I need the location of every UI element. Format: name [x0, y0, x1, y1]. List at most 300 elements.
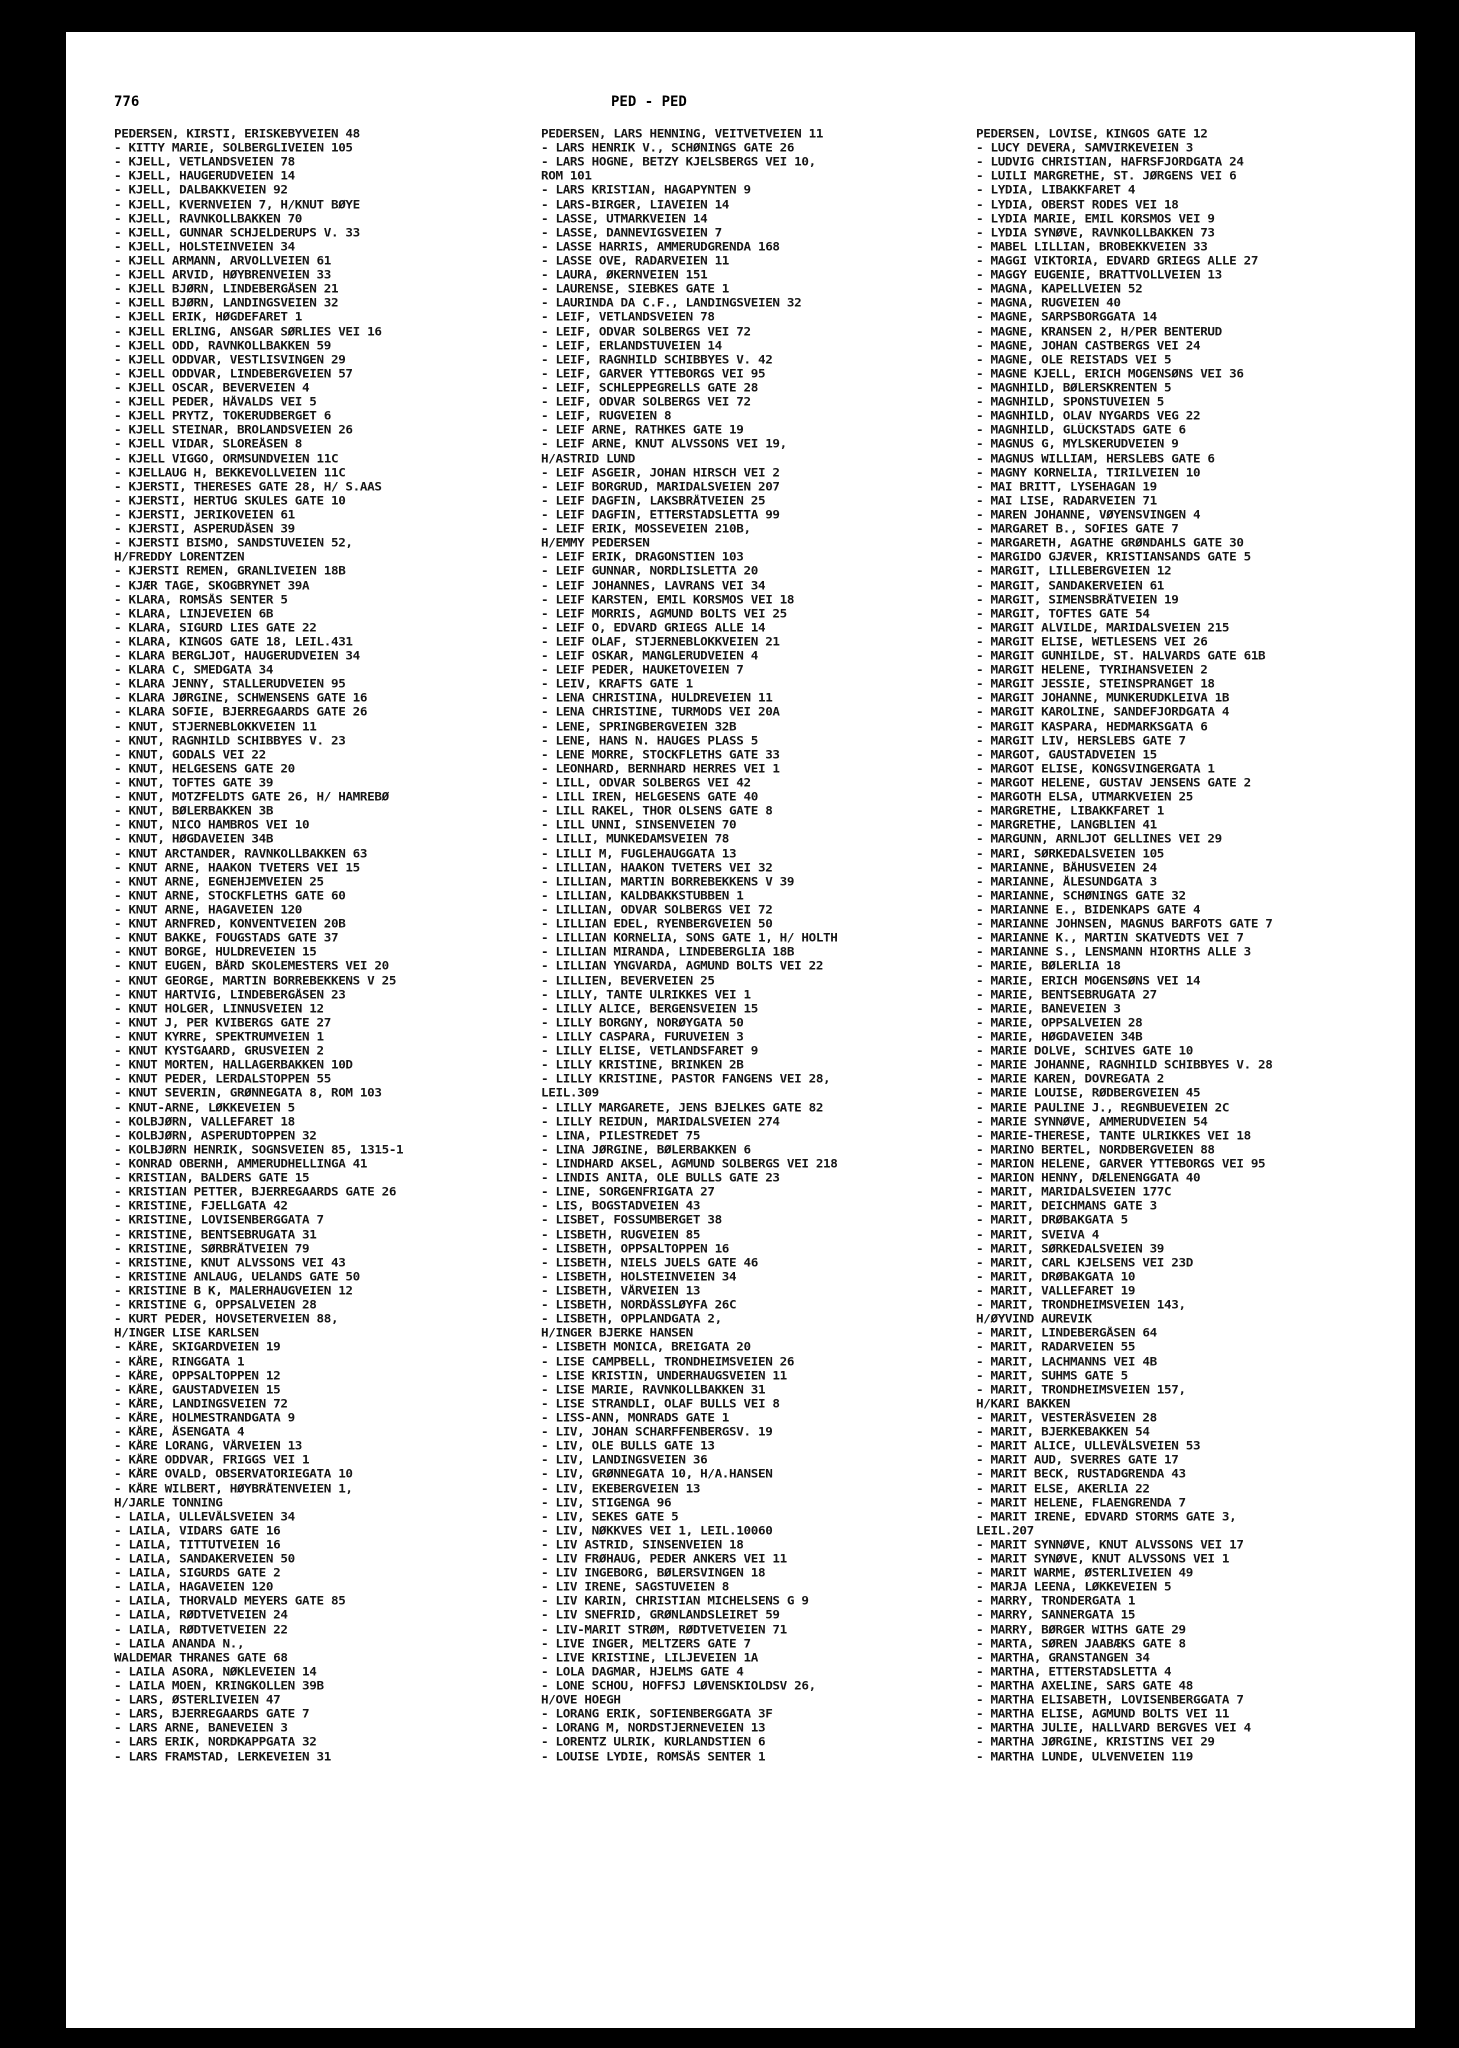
directory-entry: - LARS HOGNE, BETZY KJELSBERGS VEI 10,	[541, 155, 816, 169]
directory-entry: - MARIT, LACHMANNS VEI 4B	[976, 1355, 1157, 1368]
directory-entry: - KONRAD OBERNH, AMMERUDHELLINGA 41	[114, 1157, 368, 1171]
directory-entry: - MARGOTH ELSA, UTMARKVEIEN 25	[976, 790, 1193, 804]
directory-entry: - MARGOT, GAUSTADVEIEN 15	[976, 748, 1157, 762]
directory-entry: - MARGIT, SIMENSBRÅTVEIEN 19	[976, 593, 1179, 607]
directory-entry: H/OVE HOEGH	[541, 1693, 621, 1707]
directory-page	[66, 32, 1415, 2028]
directory-entry: - MAGNE, OLE REISTADS VEI 5	[976, 353, 1172, 367]
directory-entry: - MARTHA, ETTERSTADSLETTA 4	[976, 1665, 1172, 1679]
directory-entry: - MARIT, LINDEBERGÅSEN 64	[976, 1326, 1157, 1340]
directory-entry: - MARIT, DRØBAKGATA 5	[976, 1213, 1128, 1227]
directory-entry: - KJELL, GUNNAR SCHJELDERUPS V. 33	[114, 226, 360, 240]
directory-entry: - LAILA MOEN, KRINGKOLLEN 39B	[114, 1679, 324, 1693]
directory-entry: - KNUT PEDER, LERDALSTOPPEN 55	[114, 1072, 331, 1086]
directory-entry: - LUILI MARGRETHE, ST. JØRGENS VEI 6	[976, 169, 1237, 183]
directory-entry: - LEIF, GARVER YTTEBORGS VEI 95	[541, 367, 766, 381]
page-number: 776	[114, 94, 140, 110]
directory-entry: - LIVE KRISTINE, LILJEVEIEN 1A	[541, 1651, 758, 1665]
directory-entry: - KJELL, KVERNVEIEN 7, H/KNUT BØYE	[114, 198, 360, 211]
directory-entry: - KJELL ERLING, ANSGAR SØRLIES VEI 16	[114, 325, 382, 338]
directory-entry: - MARGARETH, AGATHE GRØNDAHLS GATE 30	[976, 536, 1244, 550]
directory-entry: - KNUT, BØLERBAKKEN 3B	[114, 804, 274, 818]
directory-entry: - KRISTIAN, BALDERS GATE 15	[114, 1171, 310, 1185]
directory-entry: - MAGGI VIKTORIA, EDVARD GRIEGS ALLE 27	[976, 254, 1259, 268]
directory-entry: - MARIT AUD, SVERRES GATE 17	[976, 1453, 1179, 1467]
directory-entry: - MARGIT JESSIE, STEINSPRANGET 18	[976, 677, 1215, 691]
directory-entry: - KNUT ARNE, EGNEHJEMVEIEN 25	[114, 875, 324, 889]
directory-entry: - KJELL, RAVNKOLLBAKKEN 70	[114, 212, 303, 226]
directory-entry: - KNUT, NICO HAMBROS VEI 10	[114, 818, 310, 832]
directory-entry: - LENE, SPRINGBERGVEIEN 32B	[541, 720, 737, 734]
directory-entry: - KJÆR TAGE, SKOGBRYNET 39A	[114, 579, 310, 592]
directory-entry: - MARTHA LUNDE, ULVENVEIEN 119	[976, 1750, 1193, 1764]
directory-entry: - MABEL LILLIAN, BROBEKKVEIEN 33	[976, 240, 1208, 254]
directory-entry: - LILLY ELISE, VETLANDSFARET 9	[541, 1044, 758, 1058]
directory-entry: H/KARI BAKKEN	[976, 1397, 1071, 1411]
directory-entry: - MARGIT ELISE, WETLESENS VEI 26	[976, 635, 1208, 649]
directory-entry: - MARTHA JULIE, HALLVARD BERGVES VEI 4	[976, 1721, 1251, 1735]
directory-entry: - LARS, BJERREGAARDS GATE 7	[114, 1707, 310, 1721]
directory-entry: - LEIF, RAGNHILD SCHIBBYES V. 42	[541, 353, 773, 367]
directory-entry: - KÅRE, RINGGATA 1	[114, 1355, 245, 1368]
directory-entry: - LENA CHRISTINE, TURMODS VEI 20A	[541, 706, 780, 719]
directory-entry: - KLARA, ROMSÅS SENTER 5	[114, 593, 288, 607]
directory-entry: - MARIT, MARIDALSVEIEN 177C	[976, 1185, 1172, 1199]
directory-entry: - LINA JØRGINE, BØLERBAKKEN 6	[541, 1143, 751, 1157]
directory-entry: - MARIE, BØLERLIA 18	[976, 960, 1121, 973]
directory-entry: - KNUT KYRRE, SPEKTRUMVEIEN 1	[114, 1030, 324, 1044]
directory-entry: - MARIT, SØRKEDALSVEIEN 39	[976, 1242, 1165, 1256]
directory-entry: - MARGIT, LILLEBERGVEIEN 12	[976, 564, 1172, 578]
directory-entry: - LAILA, THORVALD MEYERS GATE 85	[114, 1594, 346, 1608]
directory-entry: - KNUT ARNFRED, KONVENTVEIEN 20B	[114, 917, 346, 931]
directory-entry: - KJERSTI BISMO, SANDSTUVEIEN 52,	[114, 536, 353, 550]
directory-entry: - KLARA BERGLJOT, HAUGERUDVEIEN 34	[114, 649, 360, 663]
directory-entry: - KNUT ARNE, HAAKON TVETERS VEI 15	[114, 861, 360, 875]
directory-entry: - KJELL ODD, RAVNKOLLBAKKEN 59	[114, 339, 331, 353]
directory-entry: - MAGNE KJELL, ERICH MOGENSØNS VEI 36	[976, 367, 1244, 381]
directory-entry: - LASSE OVE, RADARVEIEN 11	[541, 254, 730, 268]
directory-entry: - KJELL VIDAR, SLOREÅSEN 8	[114, 437, 303, 451]
directory-entry: - KÅRE, OPPSALTOPPEN 12	[114, 1369, 281, 1383]
directory-entry: - MARGRETHE, LIBAKKFARET 1	[976, 804, 1165, 818]
directory-entry: - LEIF MORRIS, AGMUND BOLTS VEI 25	[541, 607, 787, 621]
directory-entry: - KLARA C, SMEDGATA 34	[114, 663, 274, 677]
directory-entry: - LAILA ANANDA N.,	[114, 1637, 245, 1651]
directory-entry: ROM 101	[541, 169, 592, 183]
directory-entry: - KITTY MARIE, SOLBERGLIVEIEN 105	[114, 141, 353, 155]
directory-entry: WALDEMAR THRANES GATE 68	[114, 1651, 288, 1665]
directory-entry: - KRISTINE, FJELLGATA 42	[114, 1199, 288, 1213]
column-2	[541, 127, 961, 1764]
directory-entry: - LILLY MARGARETE, JENS BJELKES GATE 82	[541, 1101, 824, 1114]
directory-entry: - LILLY REIDUN, MARIDALSVEIEN 274	[541, 1115, 780, 1129]
directory-entry: - KJERSTI, HERTUG SKULES GATE 10	[114, 494, 346, 508]
directory-entry: - MARIT, CARL KJELSENS VEI 23D	[976, 1256, 1193, 1270]
directory-entry: - LAILA, RØDTVETVEIEN 22	[114, 1623, 288, 1637]
directory-entry: - LIV, EKEBERGVEIEN 13	[541, 1482, 701, 1495]
directory-entry: - LYDIA SYNØVE, RAVNKOLLBAKKEN 73	[976, 226, 1215, 240]
directory-entry: - KJELL BJØRN, LINDEBERGÅSEN 21	[114, 282, 339, 296]
directory-entry: - LOUISE LYDIE, ROMSÅS SENTER 1	[541, 1750, 766, 1764]
running-header: PED - PED	[611, 94, 687, 110]
directory-entry: - MAGNE, SARPSBORGGATA 14	[976, 310, 1157, 324]
directory-entry: - MAGNHILD, BØLERSKRENTEN 5	[976, 381, 1172, 395]
directory-entry: - KRISTINE, LOVISENBERGGATA 7	[114, 1213, 324, 1227]
directory-entry: - KÅRE, GAUSTADVEIEN 15	[114, 1383, 281, 1397]
directory-entry: - KNUT, GODALS VEI 22	[114, 748, 266, 762]
directory-entry: - MARIANNE S., LENSMANN HIORTHS ALLE 3	[976, 945, 1251, 959]
column-3	[976, 127, 1396, 1764]
directory-entry: - MARIE LOUISE, RØDBERGVEIEN 45	[976, 1087, 1201, 1100]
directory-entry: LEIL.309	[541, 1087, 599, 1100]
directory-entry: - KNUT, RAGNHILD SCHIBBYES V. 23	[114, 734, 346, 748]
directory-entry: - MARTHA ELISE, AGMUND BOLTS VEI 11	[976, 1707, 1230, 1721]
directory-entry: - KNUT ARNE, STOCKFLETHS GATE 60	[114, 889, 346, 903]
directory-entry: - LILLIAN YNGVARDA, AGMUND BOLTS VEI 22	[541, 960, 824, 973]
directory-entry: - LEIF DAGFIN, ETTERSTADSLETTA 99	[541, 508, 780, 522]
directory-entry: - LORANG ERIK, SOFIENBERGGATA 3F	[541, 1707, 773, 1721]
directory-entry: - MAGNA, KAPELLVEIEN 52	[976, 282, 1143, 296]
directory-entry: - LAILA, TITTUTVEIEN 16	[114, 1538, 281, 1552]
directory-entry: - LISBETH, OPPSALTOPPEN 16	[541, 1242, 730, 1256]
directory-entry: - LILLY CASPARA, FURUVEIEN 3	[541, 1030, 744, 1044]
directory-entry: - KJERSTI, JERIKOVEIEN 61	[114, 508, 295, 522]
directory-entry: - KJELL STEINAR, BROLANDSVEIEN 26	[114, 423, 353, 437]
directory-entry: - MARIE DOLVE, SCHIVES GATE 10	[976, 1044, 1193, 1058]
directory-entry: - KRISTIAN PETTER, BJERREGAARDS GATE 26	[114, 1185, 397, 1199]
directory-entry: - LISBETH, HOLSTEINVEIEN 34	[541, 1270, 737, 1284]
directory-entry: - KNUT BAKKE, FOUGSTADS GATE 37	[114, 931, 339, 945]
directory-entry: - LISE KRISTIN, UNDERHAUGSVEIEN 11	[541, 1369, 787, 1383]
directory-entry: - KJELL OSCAR, BEVERVEIEN 4	[114, 381, 310, 395]
directory-entry: - KJELL, DALBAKKVEIEN 92	[114, 184, 288, 197]
directory-entry: - LILLIAN, KALDBAKKSTUBBEN 1	[541, 889, 744, 903]
directory-entry: - MAGNUS WILLIAM, HERSLEBS GATE 6	[976, 452, 1215, 465]
directory-entry: - LEIV, KRAFTS GATE 1	[541, 677, 693, 691]
directory-entry: - KOLBJØRN HENRIK, SOGNSVEIEN 85, 1315-1	[114, 1143, 404, 1157]
directory-entry: - MARIANNE K., MARTIN SKATVEDTS VEI 7	[976, 931, 1244, 945]
directory-entry: - KLARA, KINGOS GATE 18, LEIL.431	[114, 635, 353, 649]
directory-entry: - LILL, ODVAR SOLBERGS VEI 42	[541, 776, 751, 790]
directory-entry: - LILLY BORGNY, NORØYGATA 50	[541, 1016, 744, 1030]
directory-entry: - MARGIT ALVILDE, MARIDALSVEIEN 215	[976, 621, 1230, 635]
directory-entry: - LIV ASTRID, SINSENVEIEN 18	[541, 1538, 744, 1552]
directory-entry: - KNUT MORTEN, HALLAGERBAKKEN 10D	[114, 1058, 353, 1072]
directory-entry: - KÅRE ODDVAR, FRIGGS VEI 1	[114, 1453, 310, 1467]
directory-entry: - LASSE, DANNEVIGSVEIEN 7	[541, 226, 722, 240]
directory-entry: - MARIT, BJERKEBAKKEN 54	[976, 1425, 1150, 1439]
directory-entry: - LISBETH, NORDÅSSLØYFA 26C	[541, 1298, 737, 1312]
directory-entry: - LILLY, TANTE ULRIKKES VEI 1	[541, 988, 751, 1002]
directory-entry: - MARGIT KAROLINE, SANDEFJORDGATA 4	[976, 706, 1230, 719]
directory-entry: - LISE MARIE, RAVNKOLLBAKKEN 31	[541, 1383, 766, 1397]
directory-entry: - MARGIT, TOFTES GATE 54	[976, 607, 1150, 621]
directory-entry: - KOLBJØRN, VALLEFARET 18	[114, 1115, 295, 1129]
directory-entry: - LEIF JOHANNES, LAVRANS VEI 34	[541, 579, 766, 592]
directory-entry: - LILLI M, FUGLEHAUGGATA 13	[541, 847, 737, 861]
directory-entry: H/INGER BJERKE HANSEN	[541, 1326, 693, 1340]
directory-entry: - LILLY KRISTINE, BRINKEN 2B	[541, 1058, 744, 1072]
directory-entry: - LINA, PILESTREDET 75	[541, 1129, 701, 1143]
directory-entry: - LYDIA, OBERST RODES VEI 18	[976, 198, 1179, 211]
directory-entry: - MARIE JOHANNE, RAGNHILD SCHIBBYES V. 28	[976, 1058, 1273, 1072]
directory-entry: - MARIE KAREN, DOVREGATA 2	[976, 1072, 1165, 1086]
directory-entry: - MAI LISE, RADARVEIEN 71	[976, 494, 1157, 508]
directory-entry: PEDERSEN, LARS HENNING, VEITVETVEIEN 11	[541, 127, 824, 141]
directory-entry: - LENE MORRE, STOCKFLETHS GATE 33	[541, 748, 780, 762]
directory-entry: - KJELL ARMANN, ARVOLLVEIEN 61	[114, 254, 331, 268]
directory-entry: - KÅRE WILBERT, HØYBRÅTENVEIEN 1,	[114, 1482, 353, 1495]
directory-entry: - LUCY DEVERA, SAMVIRKEVEIEN 3	[976, 141, 1193, 155]
directory-entry: - MARGIT KASPARA, HEDMARKSGATA 6	[976, 720, 1208, 734]
directory-entry: - KNUT ARCTANDER, RAVNKOLLBAKKEN 63	[114, 847, 368, 861]
directory-entry: - KLARA, SIGURD LIES GATE 22	[114, 621, 317, 635]
directory-entry: - MAGNHILD, SPONSTUVEIEN 5	[976, 395, 1165, 409]
directory-entry: - MARI, SØRKEDALSVEIEN 105	[976, 847, 1165, 861]
directory-entry: - LARS-BIRGER, LIAVEIEN 14	[541, 198, 730, 211]
directory-entry: - LEIF, VETLANDSVEIEN 78	[541, 310, 715, 324]
directory-entry: - KOLBJØRN, ASPERUDTOPPEN 32	[114, 1129, 317, 1143]
directory-entry: - MARTHA ELISABETH, LOVISENBERGGATA 7	[976, 1693, 1244, 1707]
directory-entry: - LILLIAN, ODVAR SOLBERGS VEI 72	[541, 903, 773, 917]
directory-entry: - KÅRE, LANDINGSVEIEN 72	[114, 1397, 288, 1411]
directory-entry: - LISBETH, VÅRVEIEN 13	[541, 1284, 701, 1298]
directory-entry: - KJELLAUG H, BEKKEVOLLVEIEN 11C	[114, 466, 346, 480]
directory-entry: - KRISTINE, BENTSEBRUGATA 31	[114, 1228, 317, 1241]
directory-entry: H/JARLE TONNING	[114, 1496, 223, 1510]
directory-entry: - LARS ARNE, BANEVEIEN 3	[114, 1721, 288, 1735]
directory-entry: - MARIE, ERICH MOGENSØNS VEI 14	[976, 974, 1201, 988]
directory-entry: H/FREDDY LORENTZEN	[114, 550, 245, 564]
directory-entry: - MARRY, BØRGER WITHS GATE 29	[976, 1623, 1186, 1637]
directory-entry: - KÅRE, SKIGARDVEIEN 19	[114, 1340, 281, 1354]
directory-entry: - KRISTINE, SØRBRÅTVEIEN 79	[114, 1242, 310, 1256]
directory-entry: - MARIT IRENE, EDVARD STORMS GATE 3,	[976, 1510, 1237, 1524]
directory-entry: - LISBETH MONICA, BREIGATA 20	[541, 1340, 751, 1354]
directory-entry: - LEIF OLAF, STJERNEBLOKKVEIEN 21	[541, 635, 780, 649]
directory-entry: - MARIT, DRØBAKGATA 10	[976, 1270, 1136, 1284]
directory-entry: - MAGNUS G, MYLSKERUDVEIEN 9	[976, 437, 1179, 451]
directory-entry: - MARIT, TRONDHEIMSVEIEN 157,	[976, 1383, 1186, 1397]
directory-entry: - LISBET, FOSSUMBERGET 38	[541, 1213, 722, 1227]
directory-entry: - LAILA, VIDARS GATE 16	[114, 1524, 281, 1538]
directory-entry: - LORANG M, NORDSTJERNEVEIEN 13	[541, 1721, 766, 1735]
directory-entry: - LYDIA MARIE, EMIL KORSMOS VEI 9	[976, 212, 1215, 226]
directory-entry: - MARIE SYNNØVE, AMMERUDVEIEN 54	[976, 1115, 1208, 1129]
directory-entry: H/EMMY PEDERSEN	[541, 536, 650, 550]
directory-entry: - MARRY, SANNERGATA 15	[976, 1609, 1136, 1622]
directory-entry: - LILLI, MUNKEDAMSVEIEN 78	[541, 833, 730, 846]
directory-entry: - LILLIAN, HAAKON TVETERS VEI 32	[541, 861, 773, 875]
directory-entry: - MARIT SYNNØVE, KNUT ALVSSONS VEI 17	[976, 1538, 1244, 1552]
directory-entry: - MARGUNN, ARNLJOT GELLINES VEI 29	[976, 833, 1222, 846]
directory-entry: - MARGOT HELENE, GUSTAV JENSENS GATE 2	[976, 776, 1251, 790]
directory-entry: - LILLIEN, BEVERVEIEN 25	[541, 974, 715, 988]
directory-entry: - MARIT, VALLEFARET 19	[976, 1284, 1136, 1298]
directory-entry: - MAGNHILD, GLÜCKSTADS GATE 6	[976, 423, 1186, 437]
directory-entry: - MARGRETHE, LANGBLIEN 41	[976, 818, 1157, 832]
directory-entry: - MARIANNE, ÅLESUNDGATA 3	[976, 875, 1157, 889]
directory-entry: - MAGNY KORNELIA, TIRILVEIEN 10	[976, 466, 1201, 480]
directory-entry: - LEIF ERIK, DRAGONSTIEN 103	[541, 550, 744, 564]
directory-entry: LEIL.207	[976, 1524, 1034, 1538]
directory-entry: - KJELL ARVID, HØYBRENVEIEN 33	[114, 268, 331, 282]
directory-entry: - MARIANNE, SCHØNINGS GATE 32	[976, 889, 1186, 903]
directory-entry: - LIV-MARIT STRØM, RØDTVETVEIEN 71	[541, 1623, 787, 1637]
directory-entry: - LEIF, RUGVEIEN 8	[541, 409, 672, 423]
directory-entry: - LARS ERIK, NORDKAPPGATA 32	[114, 1736, 317, 1749]
directory-entry: - LEIF GUNNAR, NORDLISLETTA 20	[541, 564, 758, 578]
directory-entry: - LAILA, SANDAKERVEIEN 50	[114, 1552, 295, 1566]
directory-entry: - LINE, SORGENFRIGATA 27	[541, 1185, 715, 1199]
directory-entry: - LIV KARIN, CHRISTIAN MICHELSENS G 9	[541, 1594, 809, 1608]
directory-entry: - KJELL ODDVAR, VESTLISVINGEN 29	[114, 353, 346, 367]
directory-entry: - LEIF ARNE, RATHKES GATE 19	[541, 423, 744, 437]
directory-entry: - KÅRE OVALD, OBSERVATORIEGATA 10	[114, 1467, 353, 1481]
directory-entry: - LAURINDA DA C.F., LANDINGSVEIEN 32	[541, 296, 802, 310]
directory-entry: - KLARA JENNY, STALLERUDVEIEN 95	[114, 677, 346, 691]
directory-entry: - MARIT, DEICHMANS GATE 3	[976, 1199, 1157, 1213]
directory-entry: - KJELL BJØRN, LANDINGSVEIEN 32	[114, 296, 339, 310]
directory-entry: - LEONHARD, BERNHARD HERRES VEI 1	[541, 762, 780, 776]
directory-entry: - LILL IREN, HELGESENS GATE 40	[541, 790, 758, 804]
directory-entry: - LILLIAN EDEL, RYENBERGVEIEN 50	[541, 917, 773, 931]
directory-entry: - MARIE, OPPSALVEIEN 28	[976, 1016, 1143, 1030]
directory-entry: - KURT PEDER, HOVSETERVEIEN 88,	[114, 1312, 339, 1326]
directory-entry: - LARS KRISTIAN, HAGAPYNTEN 9	[541, 184, 751, 197]
directory-entry: - LILLY ALICE, BERGENSVEIEN 15	[541, 1002, 758, 1016]
directory-entry: - LISE CAMPBELL, TRONDHEIMSVEIEN 26	[541, 1355, 795, 1368]
directory-entry: - KLARA JØRGINE, SCHWENSENS GATE 16	[114, 691, 368, 705]
directory-entry: - MARTHA, GRANSTANGEN 34	[976, 1651, 1150, 1665]
directory-entry: - KNUT HARTVIG, LINDEBERGÅSEN 23	[114, 988, 346, 1002]
directory-entry: - LEIF O, EDVARD GRIEGS ALLE 14	[541, 621, 766, 635]
directory-entry: - LINDHARD AKSEL, AGMUND SOLBERGS VEI 218	[541, 1157, 838, 1171]
directory-entry: - MARIT, VESTERÅSVEIEN 28	[976, 1411, 1157, 1425]
directory-entry: H/INGER LISE KARLSEN	[114, 1326, 259, 1340]
directory-entry: - MARIT HELENE, FLAENGRENDA 7	[976, 1496, 1186, 1510]
directory-entry: - LONE SCHOU, HOFFSJ LØVENSKIOLDSV 26,	[541, 1679, 816, 1693]
directory-entry: - LEIF, ERLANDSTUVEIEN 14	[541, 339, 722, 353]
directory-entry: - MAREN JOHANNE, VØYENSVINGEN 4	[976, 508, 1201, 522]
directory-entry: - MARGARET B., SOFIES GATE 7	[976, 522, 1179, 536]
directory-entry: - KNUT, STJERNEBLOKKVEIEN 11	[114, 720, 317, 734]
directory-entry: - LILLY KRISTINE, PASTOR FANGENS VEI 28,	[541, 1072, 831, 1086]
directory-entry: - LIV SNEFRID, GRØNLANDSLEIRET 59	[541, 1609, 780, 1622]
directory-entry: - KJELL PRYTZ, TOKERUDBERGET 6	[114, 409, 331, 423]
directory-entry: - MARIANNE JOHNSEN, MAGNUS BARFOTS GATE 7	[976, 917, 1273, 931]
directory-entry: - MARIT BECK, RUSTADGRENDA 43	[976, 1467, 1186, 1481]
directory-entry: - MARIT WARME, ØSTERLIVEIEN 49	[976, 1566, 1193, 1580]
directory-entry: - MARJA LEENA, LØKKEVEIEN 5	[976, 1580, 1172, 1594]
directory-entry: - LENA CHRISTINA, HULDREVEIEN 11	[541, 691, 773, 705]
directory-entry: - MARTHA AXELINE, SARS GATE 48	[976, 1679, 1193, 1693]
directory-entry: - KNUT SEVERIN, GRØNNEGATA 8, ROM 103	[114, 1087, 382, 1100]
directory-entry: - KÅRE, HOLMESTRANDGATA 9	[114, 1411, 295, 1425]
directory-entry: - MAGNE, JOHAN CASTBERGS VEI 24	[976, 339, 1201, 353]
directory-entry: - LIV, NØKKVES VEI 1, LEIL.10060	[541, 1524, 773, 1538]
directory-entry: - KJELL, HOLSTEINVEIEN 34	[114, 240, 295, 254]
directory-entry: - MARIE, BANEVEIEN 3	[976, 1002, 1121, 1016]
directory-entry: - KNUT GEORGE, MARTIN BORREBEKKENS V 25	[114, 974, 397, 988]
directory-entry: - KJELL VIGGO, ORMSUNDVEIEN 11C	[114, 452, 339, 465]
directory-entry: - LILLIAN KORNELIA, SONS GATE 1, H/ HOLTH	[541, 931, 838, 945]
directory-entry: - LASSE HARRIS, AMMERUDGRENDA 168	[541, 240, 780, 254]
directory-entry: - MARIT, TRONDHEIMSVEIEN 143,	[976, 1298, 1186, 1312]
directory-entry: - MARIE-THERESE, TANTE ULRIKKES VEI 18	[976, 1129, 1251, 1143]
directory-entry: - MARTHA JØRGINE, KRISTINS VEI 29	[976, 1736, 1215, 1749]
directory-entry: - LEIF, ODVAR SOLBERGS VEI 72	[541, 395, 751, 409]
directory-entry: - KNUT KYSTGAARD, GRUSVEIEN 2	[114, 1044, 324, 1058]
directory-entry: - MARTA, SØREN JAABÆKS GATE 8	[976, 1637, 1186, 1651]
directory-entry: - MARGIT LIV, HERSLEBS GATE 7	[976, 734, 1186, 748]
directory-entry: - MARGIDO GJÆVER, KRISTIANSANDS GATE 5	[976, 550, 1251, 564]
directory-entry: - LAILA, ULLEVÅLSVEIEN 34	[114, 1510, 295, 1524]
directory-entry: - LENE, HANS N. HAUGES PLASS 5	[541, 734, 758, 748]
directory-entry: - LEIF ARNE, KNUT ALVSSONS VEI 19,	[541, 437, 787, 451]
directory-entry: - KÅRE, ÅSENGATA 4	[114, 1425, 245, 1439]
directory-entry: - KRISTINE, KNUT ALVSSONS VEI 43	[114, 1256, 346, 1270]
directory-entry: - LEIF ERIK, MOSSEVEIEN 210B,	[541, 522, 751, 536]
directory-entry: - MARIE, BENTSEBRUGATA 27	[976, 988, 1157, 1002]
directory-entry: - LEIF, ODVAR SOLBERGS VEI 72	[541, 325, 751, 338]
directory-entry: - MARIT SYNØVE, KNUT ALVSSONS VEI 1	[976, 1552, 1230, 1566]
directory-entry: - LAURA, ØKERNVEIEN 151	[541, 268, 708, 282]
directory-entry: - LIV, STIGENGA 96	[541, 1496, 672, 1510]
directory-entry: - KNUT, HØGDAVEIEN 34B	[114, 833, 274, 846]
column-1	[114, 127, 534, 1764]
directory-entry: - MARGIT HELENE, TYRIHANSVEIEN 2	[976, 663, 1208, 677]
directory-entry: - LAILA, SIGURDS GATE 2	[114, 1566, 281, 1580]
directory-entry: - MARGOT ELISE, KONGSVINGERGATA 1	[976, 762, 1215, 776]
directory-entry: - KJELL PEDER, HÅVALDS VEI 5	[114, 395, 317, 409]
directory-entry: - KJELL, HAUGERUDVEIEN 14	[114, 169, 295, 183]
directory-entry: - KJELL ODDVAR, LINDEBERGVEIEN 57	[114, 367, 353, 381]
directory-entry: - LIV, LANDINGSVEIEN 36	[541, 1453, 708, 1467]
directory-entry: - LAILA, HAGAVEIEN 120	[114, 1580, 274, 1594]
directory-entry: - MARINO BERTEL, NORDBERGVEIEN 88	[976, 1143, 1215, 1157]
directory-entry: - MARION HENNY, DÆLENENGGATA 40	[976, 1171, 1201, 1185]
directory-entry: - LINDIS ANITA, OLE BULLS GATE 23	[541, 1171, 780, 1185]
directory-entry: - KNUT EUGEN, BÅRD SKOLEMESTERS VEI 20	[114, 960, 389, 973]
directory-entry: - MARIT, SUHMS GATE 5	[976, 1369, 1128, 1383]
directory-entry: - MARIE PAULINE J., REGNBUEVEIEN 2C	[976, 1101, 1230, 1114]
directory-entry: - MARGIT GUNHILDE, ST. HALVARDS GATE 61B	[976, 649, 1266, 663]
directory-entry: - KNUT, HELGESENS GATE 20	[114, 762, 295, 776]
directory-entry: - KNUT, MOTZFELDTS GATE 26, H/ HAMREBØ	[114, 790, 389, 804]
directory-entry: - MARIT ELSE, AKERLIA 22	[976, 1482, 1150, 1495]
directory-entry: - MAGGY EUGENIE, BRATTVOLLVEIEN 13	[976, 268, 1222, 282]
directory-entry: - LILLIAN MIRANDA, LINDEBERGLIA 18B	[541, 945, 795, 959]
directory-entry: - KRISTINE ANLAUG, UELANDS GATE 50	[114, 1270, 360, 1284]
directory-entry: - LEIF ASGEIR, JOHAN HIRSCH VEI 2	[541, 466, 780, 480]
directory-entry: - LARS HENRIK V., SCHØNINGS GATE 26	[541, 141, 795, 155]
directory-entry: - LILL RAKEL, THOR OLSENS GATE 8	[541, 804, 773, 818]
directory-entry: - KNUT HOLGER, LINNUSVEIEN 12	[114, 1002, 324, 1016]
directory-entry: - MAGNA, RUGVEIEN 40	[976, 296, 1121, 310]
directory-entry: - KNUT-ARNE, LØKKEVEIEN 5	[114, 1101, 295, 1114]
directory-entry: - LIV INGEBORG, BØLERSVINGEN 18	[541, 1566, 766, 1580]
directory-entry: - MAI BRITT, LYSEHAGAN 19	[976, 480, 1157, 494]
directory-entry: - LEIF, SCHLEPPEGRELLS GATE 28	[541, 381, 758, 395]
directory-entry: - LARS FRAMSTAD, LERKEVEIEN 31	[114, 1750, 331, 1764]
directory-entry: - LAILA ASORA, NØKLEVEIEN 14	[114, 1665, 317, 1679]
directory-entry: H/ASTRID LUND	[541, 452, 636, 465]
directory-entry: - LISBETH, RUGVEIEN 85	[541, 1228, 701, 1241]
directory-entry: - LIV, OLE BULLS GATE 13	[541, 1439, 715, 1453]
directory-entry: - LEIF BORGRUD, MARIDALSVEIEN 207	[541, 480, 780, 494]
